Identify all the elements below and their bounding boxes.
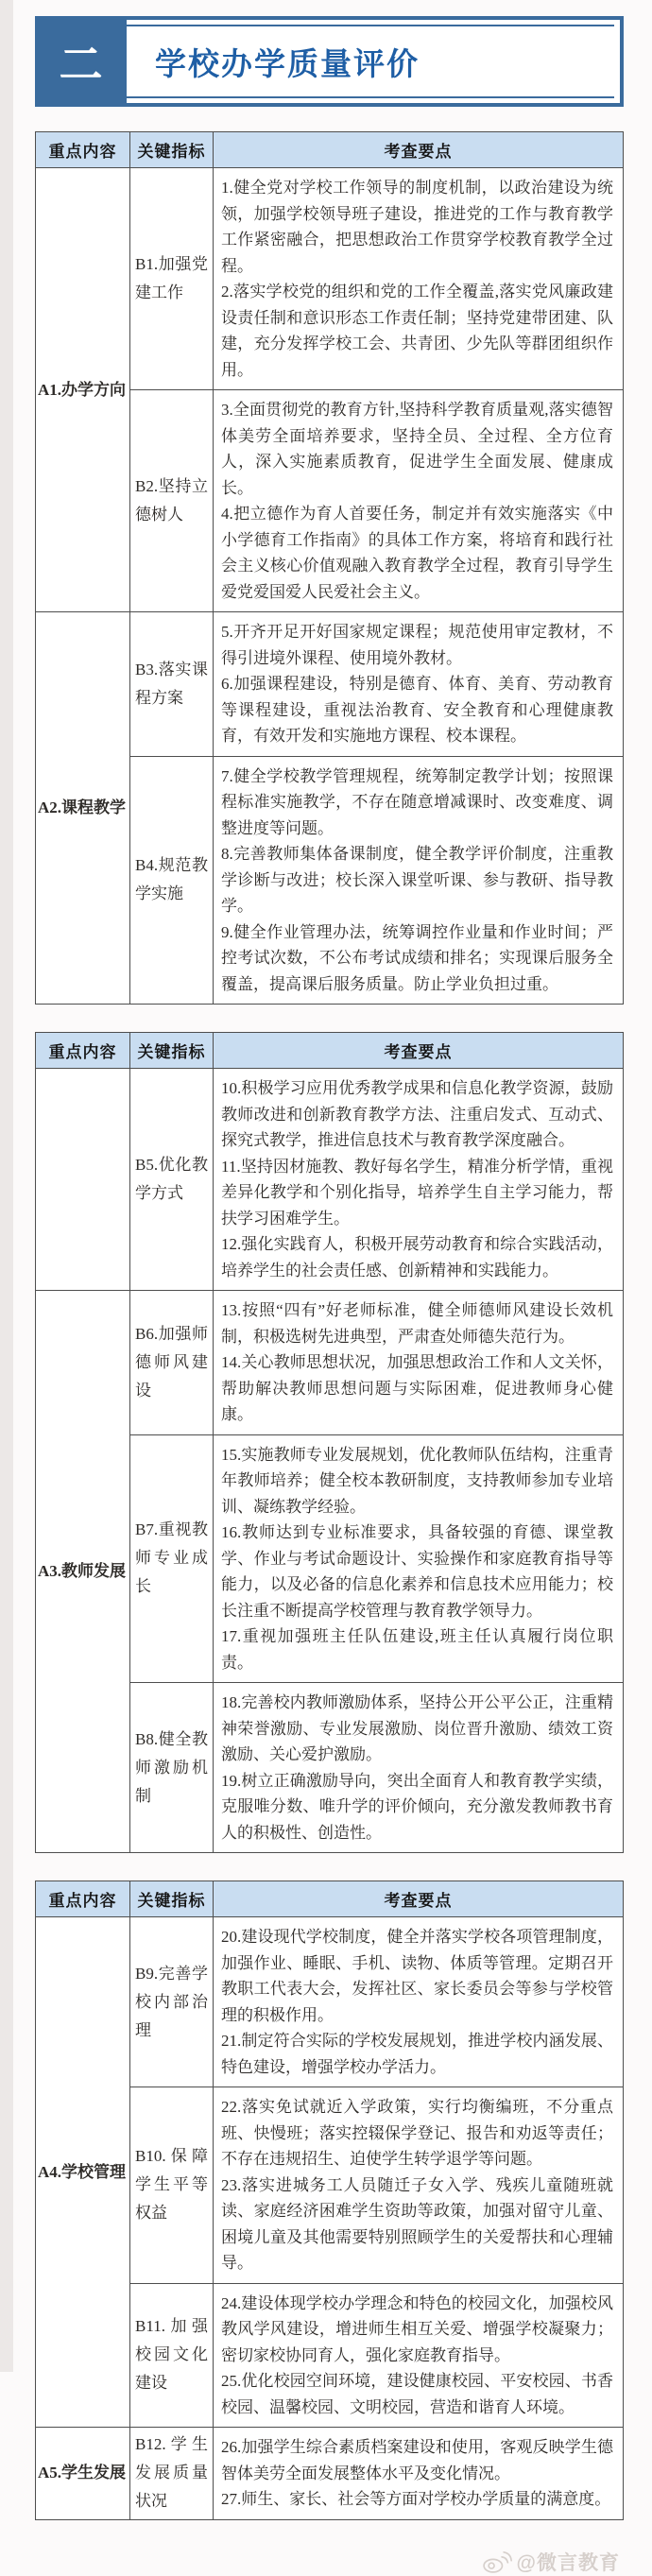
indicator-cell: B6.加强师德师风建设 [130,1291,214,1435]
indicator-cell: B2.坚持立德树人 [130,390,214,612]
indicator-cell: B12.学生发展质量状况 [130,2428,214,2520]
page-title: 学校办学质量评价 [155,45,420,81]
column-header: 考查要点 [214,1033,624,1069]
section-number: 二 [59,40,103,89]
point-text: 20.建设现代学校制度，健全并落实学校各项管理制度，加强作业、睡眠、手机、读物、体质等管理。定期召开教职工代表大会，发挥社区、家长委员会等参与学校管理的积极作用。 [221,1928,613,2024]
content-cell: A1.办学方向 [36,168,130,612]
content-cell [36,1069,130,1291]
table-row [36,2428,624,2520]
tables-container [35,131,624,2520]
column-header: 关键指标 [130,1881,214,1917]
points-cell [214,1917,624,2087]
column-header: 关键指标 [130,1033,214,1069]
column-header: 考查要点 [214,1881,624,1917]
points-cell [214,390,624,612]
point-text: 7.健全学校教学管理规程，统筹制定教学计划；按照课程标准实施教学，不存在随意增减课时、改变难度、调整进度等问题。 [221,766,613,837]
points-cell [214,1069,624,1291]
point-text: 25.优化校园空间环境，建设健康校园、平安校园、书香校园、温馨校园、文明校园，营造和谐育人环境。 [221,2372,613,2416]
table-row [36,168,624,390]
section-number-box [35,16,127,107]
column-header: 考查要点 [214,132,624,168]
evaluation-table [35,131,624,1005]
indicator-cell: B8.健全教师激励机制 [130,1683,214,1853]
point-text: 6.加强课程建设，特别是德育、体育、美育、劳动教育等课程建设，重视法治教育、安全教育和心理健康教育，有效开发和实施地方课程、校本课程。 [221,675,613,745]
column-header: 重点内容 [36,1033,130,1069]
points-cell [214,1434,624,1683]
indicator-cell: B10.保障学生平等权益 [130,2087,214,2284]
point-text: 1.健全党对学校工作领导的制度机制，以政治建设为统领，加强学校领导班子建设，推进党的工作与教育教学工作紧密融合，把思想政治工作贯穿学校教育教学全过程。 [221,179,613,275]
point-text: 16.教师达到专业标准要求，具备较强的育德、课堂教学、作业与考试命题设计、实验操作和家庭教育指导等能力，以及必备的信息化素养和信息技术应用能力；校长注重不断提高学校管理与教育教学领导力。 [221,1523,613,1620]
content-cell: A2.课程教学 [36,612,130,1005]
watermark [35,2548,624,2576]
point-text: 3.全面贯彻党的教育方针,坚持科学教育质量观,落实德智体美劳全面培养要求，坚持全员、全过程、全方位育人，深入实施素质教育，促进学生全面发展、健康成长。 [221,401,613,497]
table-row [36,1069,624,1291]
point-text: 27.师生、家长、社会等方面对学校办学质量的满意度。 [221,2490,611,2508]
section-banner [35,16,624,107]
table-row [36,612,624,757]
point-text: 24.建设体现学校办学理念和特色的校园文化，加强校风教风学风建设，增进师生相互关爱、增强学校凝聚力；密切家校协同育人，强化家庭教育指导。 [221,2293,613,2364]
indicator-cell: B4.规范教学实施 [130,756,214,1005]
point-text: 5.开齐开足开好国家规定课程；规范使用审定教材，不得引进境外课程、使用境外教材。 [221,623,613,667]
point-text: 26.加强学生综合素质档案建设和使用，客观反映学生德智体美劳全面发展整体水平及变化情况。 [221,2438,613,2482]
indicator-cell: B1.加强党建工作 [130,168,214,390]
table-header-row [36,1881,624,1917]
point-text: 4.把立德作为育人首要任务，制定并有效实施落实《中小学德育工作指南》的具体工作方案，将培育和践行社会主义核心价值观融入教育教学全过程，教育引导学生爱党爱国爱人民爱社会主义。 [221,505,613,601]
point-text: 17.重视加强班主任队伍建设,班主任认真履行岗位职责。 [221,1627,613,1672]
points-cell [214,2087,624,2284]
point-text: 23.落实进城务工人员随迁子女入学、残疾儿童随班就读、家庭经济困难学生资助等政策，加强对留守儿童、困境儿童及其他需要特别照顾学生的关爱帮扶和心理辅导。 [221,2175,613,2272]
points-cell [214,612,624,757]
points-cell [214,756,624,1005]
points-cell [214,2428,624,2520]
table-header-row [36,132,624,168]
title-box [127,16,624,107]
content-cell: A5.学生发展 [36,2428,130,2520]
evaluation-table [35,1032,624,1853]
points-cell [214,1291,624,1435]
point-text: 2.落实学校党的组织和党的工作全覆盖,落实党风廉政建设责任制和意识形态工作责任制；坚持党建带团建、队建，充分发挥学校工会、共青团、少先队等群团组织作用。 [221,283,613,379]
points-cell [214,168,624,390]
point-text: 9.健全作业管理办法，统筹调控作业量和作业时间；严控考试次数，不公布考试成绩和排名；实现课后服务全覆盖，提高课后服务质量。防止学业负担过重。 [221,922,613,993]
indicator-cell: B7.重视教师专业成长 [130,1434,214,1683]
table-header-row [36,1033,624,1069]
point-text: 14.关心教师思想状况，加强思想政治工作和人文关怀，帮助解决教师思想问题与实际困难，促进教师身心健康。 [221,1353,613,1423]
point-text: 18.完善校内教师激励体系，坚持公开公平公正，注重精神荣誉激励、专业发展激励、岗位晋升激励、绩效工资激励、关心爱护激励。 [221,1693,613,1763]
point-text: 8.完善教师集体备课制度，健全教学评价制度，注重教学诊断与改进；校长深入课堂听课、参与教研、指导教学。 [221,845,613,915]
watermark-text: @微言教育 [516,2551,620,2574]
point-text: 15.实施教师专业发展规划，优化教师队伍结构，注重青年教师培养；健全校本教研制度，支持教师参加专业培训、凝练教学经验。 [221,1445,613,1516]
indicator-cell: B9.完善学校内部治理 [130,1917,214,2087]
column-header: 重点内容 [36,132,130,168]
indicator-cell: B5.优化教学方式 [130,1069,214,1291]
point-text: 12.强化实践育人，积极开展劳动教育和综合实践活动，培养学生的社会责任感、创新精神和实践能力。 [221,1235,613,1279]
evaluation-table [35,1880,624,2520]
column-header: 重点内容 [36,1881,130,1917]
point-text: 22.落实免试就近入学政策，实行均衡编班，不分重点班、快慢班；落实控辍保学登记、报告和劝返等责任；不存在违规招生、迫使学生转学退学等问题。 [221,2098,613,2168]
indicator-cell: B3.落实课程方案 [130,612,214,757]
point-text: 11.坚持因材施教、教好每名学生，精准分析学情，重视差异化教学和个别化指导，培养学生自主学习能力，帮扶学习困难学生。 [221,1157,613,1228]
weibo-icon [482,2549,512,2574]
points-cell [214,1683,624,1853]
column-header: 关键指标 [130,132,214,168]
point-text: 10.积极学习应用优秀教学成果和信息化教学资源，鼓励教师改进和创新教育教学方法、注重启发式、互动式、探究式教学，推进信息技术与教育教学深度融合。 [221,1079,613,1149]
content-cell: A3.教师发展 [36,1291,130,1853]
content-cell: A4.学校管理 [36,1917,130,2428]
points-cell [214,2283,624,2428]
point-text: 13.按照“四有”好老师标准，健全师德师风建设长效机制，积极选树先进典型，严肃查处师德失范行为。 [221,1301,613,1346]
indicator-cell: B11.加强校园文化建设 [130,2283,214,2428]
table-row [36,1917,624,2087]
table-row [36,1291,624,1435]
point-text: 21.制定符合实际的学校发展规划，推进学校内涵发展、特色建设，增强学校办学活力。 [221,2032,613,2076]
point-text: 19.树立正确激励导向，突出全面育人和教育教学实绩，克服唯分数、唯升学的评价倾向，充分激发教师教书育人的积极性、创造性。 [221,1771,613,1842]
